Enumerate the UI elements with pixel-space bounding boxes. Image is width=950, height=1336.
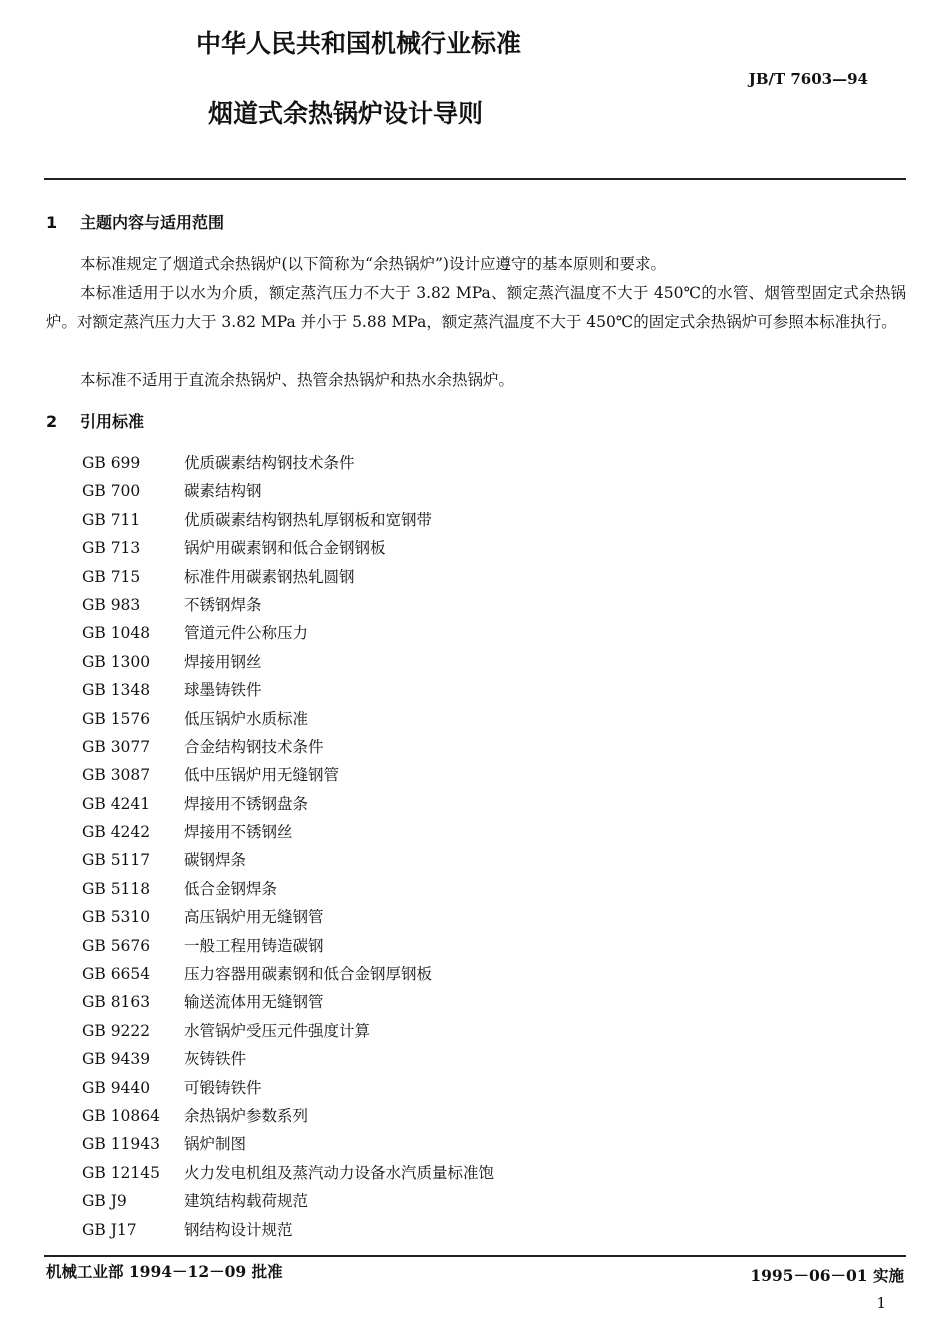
reference-item xyxy=(82,563,494,591)
reference-title: 余热锅炉参数系列 xyxy=(184,1106,309,1125)
reference-title: 碳钢焊条 xyxy=(184,851,247,870)
reference-item xyxy=(82,1159,494,1187)
reference-title: 优质碳素结构钢热轧厚钢板和宽钢带 xyxy=(184,510,433,529)
document-title: 烟道式余热锅炉设计导则 xyxy=(208,99,484,128)
reference-code: GB 12145 xyxy=(82,1163,161,1182)
reference-code: GB 1048 xyxy=(82,624,151,643)
reference-title: 焊接用钢丝 xyxy=(184,652,262,671)
section-1-heading xyxy=(46,210,224,233)
reference-title: 球墨铸铁件 xyxy=(184,681,262,700)
reference-item xyxy=(82,591,494,619)
section-2-heading xyxy=(46,409,144,432)
section-1-paragraph: 本标准适用于以水为介质，额定蒸汽压力不大于 3.82 MPa、额定蒸汽温度不大于 450℃的水管、烟管型固定式余热锅炉。对额定蒸汽压力大于 3.82 MPa 并小于 5.88 MPa，额定蒸汽温度不大于 450℃的固定式余热锅炉可参照本标准执行。 xyxy=(46,284,906,331)
reference-item xyxy=(82,449,494,477)
reference-code: GB 10864 xyxy=(82,1106,161,1125)
implementation-date: 1995－06－01 实施 xyxy=(750,1266,904,1285)
reference-title: 优质碳素结构钢技术条件 xyxy=(184,454,355,472)
reference-item xyxy=(82,1045,494,1073)
reference-item xyxy=(82,761,494,789)
reference-code: GB 4241 xyxy=(82,794,151,813)
reference-item xyxy=(82,875,494,903)
reference-title: 低合金钢焊条 xyxy=(184,879,278,898)
reference-title: 高压锅炉用无缝钢管 xyxy=(184,908,324,927)
reference-item xyxy=(82,1130,494,1158)
header-divider xyxy=(44,178,906,180)
reference-code: GB 1300 xyxy=(82,652,151,671)
reference-code: GB 5118 xyxy=(82,879,151,898)
reference-code: GB 699 xyxy=(82,454,141,472)
reference-title: 输送流体用无缝钢管 xyxy=(184,993,324,1012)
section-1-number: 1 xyxy=(46,213,58,232)
reference-code: GB 1576 xyxy=(82,709,151,728)
reference-item xyxy=(82,477,494,505)
reference-code: GB 3077 xyxy=(82,737,151,756)
reference-title: 标准件用碳素钢热轧圆钢 xyxy=(184,567,355,586)
reference-code: GB 9440 xyxy=(82,1078,151,1097)
reference-title: 一般工程用铸造碳钢 xyxy=(184,936,324,955)
reference-item xyxy=(82,1017,494,1045)
reference-code: GB 4242 xyxy=(82,823,151,842)
page-number: 1 xyxy=(876,1294,886,1312)
reference-item xyxy=(82,988,494,1016)
section-2-title: 引用标准 xyxy=(80,412,145,431)
reference-title: 不锈钢焊条 xyxy=(184,595,262,614)
reference-title: 锅炉用碳素钢和低合金钢钢板 xyxy=(184,539,386,558)
section-2-number: 2 xyxy=(46,412,58,431)
reference-code: GB J9 xyxy=(82,1192,127,1211)
reference-item xyxy=(82,1216,494,1244)
section-1-title: 主题内容与适用范围 xyxy=(80,213,225,232)
section-1-paragraph: 本标准不适用于直流余热锅炉、热管余热锅炉和热水余热锅炉。 xyxy=(80,371,515,389)
reference-title: 钢结构设计规范 xyxy=(184,1220,293,1239)
reference-code: GB 1348 xyxy=(82,681,151,700)
approval-line: 机械工业部 1994－12－09 批准 xyxy=(46,1262,283,1281)
reference-title: 合金结构钢技术条件 xyxy=(184,737,324,756)
reference-item xyxy=(82,676,494,704)
reference-title: 焊接用不锈钢盘条 xyxy=(184,794,309,813)
reference-title: 压力容器用碳素钢和低合金钢厚钢板 xyxy=(184,965,433,984)
reference-item xyxy=(82,506,494,534)
reference-title: 低压锅炉水质标准 xyxy=(184,709,309,728)
reference-code: GB 5117 xyxy=(82,851,151,870)
reference-code: GB 11943 xyxy=(82,1135,161,1154)
reference-code: GB 5310 xyxy=(82,908,151,927)
reference-code: GB 713 xyxy=(82,539,141,558)
standard-category: 中华人民共和国机械行业标准 xyxy=(196,29,522,58)
reference-item xyxy=(82,846,494,874)
reference-code: GB 5676 xyxy=(82,936,151,955)
reference-title: 可锻铸铁件 xyxy=(184,1078,262,1097)
reference-title: 灰铸铁件 xyxy=(184,1050,247,1069)
reference-title: 碳素结构钢 xyxy=(184,482,262,501)
reference-item xyxy=(82,619,494,647)
reference-item xyxy=(82,932,494,960)
reference-code: GB 700 xyxy=(82,482,141,501)
reference-item xyxy=(82,903,494,931)
reference-code: GB 6654 xyxy=(82,965,151,984)
reference-list xyxy=(82,449,494,1244)
reference-code: GB 715 xyxy=(82,567,141,586)
reference-title: 锅炉制图 xyxy=(184,1135,247,1154)
reference-title: 水管锅炉受压元件强度计算 xyxy=(184,1021,371,1040)
reference-item xyxy=(82,818,494,846)
reference-item xyxy=(82,705,494,733)
reference-code: GB J17 xyxy=(82,1220,137,1239)
reference-title: 低中压锅炉用无缝钢管 xyxy=(184,766,340,785)
reference-title: 火力发电机组及蒸汽动力设备水汽质量标准饱 xyxy=(184,1163,495,1182)
reference-code: GB 983 xyxy=(82,595,141,614)
reference-item xyxy=(82,534,494,562)
reference-item xyxy=(82,733,494,761)
section-1-paragraph: 本标准规定了烟道式余热锅炉(以下简称为“余热锅炉”)设计应遵守的基本原则和要求。 xyxy=(80,255,666,273)
reference-code: GB 9439 xyxy=(82,1050,151,1069)
standard-code: JB/T 7603—94 xyxy=(748,70,868,88)
reference-item xyxy=(82,648,494,676)
reference-item xyxy=(82,1102,494,1130)
reference-title: 焊接用不锈钢丝 xyxy=(184,823,293,842)
reference-code: GB 8163 xyxy=(82,993,151,1012)
reference-code: GB 711 xyxy=(82,510,141,529)
reference-item xyxy=(82,960,494,988)
reference-item xyxy=(82,1187,494,1215)
reference-code: GB 3087 xyxy=(82,766,151,785)
reference-title: 管道元件公称压力 xyxy=(184,624,309,643)
reference-item xyxy=(82,790,494,818)
footer-divider xyxy=(44,1255,906,1257)
reference-item xyxy=(82,1074,494,1102)
reference-title: 建筑结构载荷规范 xyxy=(184,1192,309,1211)
reference-code: GB 9222 xyxy=(82,1021,151,1040)
